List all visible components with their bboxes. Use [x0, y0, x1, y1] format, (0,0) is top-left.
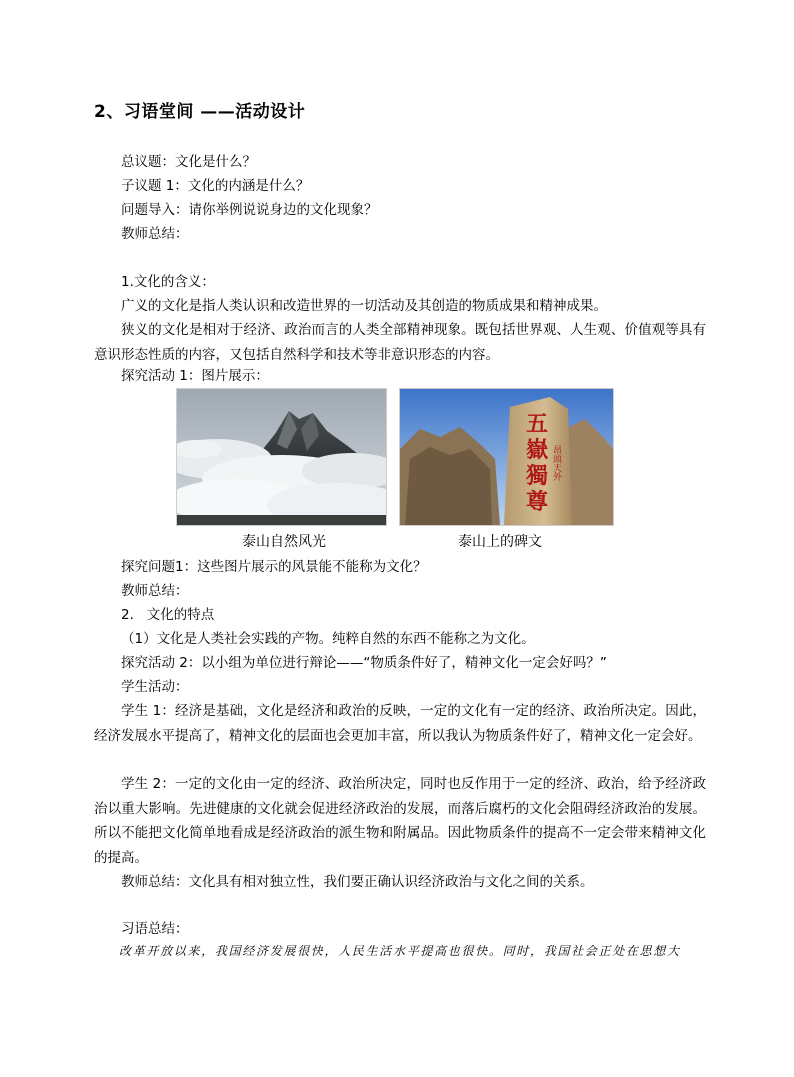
xiyu-summary-heading: 习语总结：: [121, 921, 189, 937]
narrow-meaning-paragraph: 狭义的文化是相对于经济、政治而言的人类全部精神现象。既包括世界观、人生观、价值观等具有意识形态性质的内容，又包括自然科学和技术等非意识形态的内容。: [94, 322, 706, 363]
topic-line: 总议题：文化是什么？: [121, 154, 256, 170]
taishan-scenery-image: [176, 388, 387, 526]
stele-side-inscription: 昂頭天外: [551, 445, 561, 481]
teacher-summary-line: 教师总结：: [121, 226, 189, 242]
features-heading: 2. 文化的特点: [121, 607, 215, 623]
teacher-summary2-line: 教师总结：: [121, 583, 189, 599]
feature1-line: （1）文化是人类社会实践的产物。纯粹自然的东西不能称之为文化。: [121, 631, 535, 647]
stele-char-4: 尊: [526, 489, 549, 515]
student2-paragraph: 学生 2：一定的文化由一定的经济、政治所决定，同时也反作用于一定的经济、政治，给予经济政治以重大影响。先进健康的文化就会促进经济政治的发展，而落后腐朽的文化会阻碍经济政治的发展。所以不能把文化简单地看成是经济政治的派生物和附属品。因此物质条件的提高不一定会带来精神文化的提高。: [94, 776, 706, 866]
taishan-stele-image: [399, 388, 614, 526]
broad-meaning-line: 广义的文化是指人类认识和改造世界的一切活动及其创造的物质成果和精神成果。: [121, 298, 607, 314]
activity2-line: 探究活动 2：以小组为单位进行辩论——“物质条件好了，精神文化一定会好吗？”: [121, 655, 607, 671]
student-activity-line: 学生活动：: [121, 679, 189, 695]
meaning-heading: 1.文化的含义：: [121, 274, 215, 290]
teacher-summary3-line: 教师总结：文化具有相对独立性，我们要正确认识经济政治与文化之间的关系。: [121, 874, 594, 890]
question1-line: 探究问题1：这些图片展示的风景能不能称为文化？: [121, 559, 427, 575]
right-image-caption: 泰山上的碑文: [458, 534, 542, 550]
student1-paragraph: 学生 1：经济是基础，文化是经济和政治的反映，一定的文化有一定的经济、政治所决定。因此，经济发展水平提高了，精神文化的层面也会更加丰富，所以我认为物质条件好了，精神文化一定会好。: [94, 703, 706, 744]
left-image-caption: 泰山自然风光: [242, 534, 326, 550]
activity1-line: 探究活动 1：图片展示：: [121, 368, 269, 384]
question-intro-line: 问题导入：请你举例说说身边的文化现象？: [121, 202, 378, 218]
section-title: 2、习语堂间 ——活动设计: [94, 102, 306, 122]
stele-char-3: 獨: [526, 463, 549, 489]
stele-char-2: 嶽: [526, 437, 549, 463]
closing-line: 改革开放以来，我国经济发展很快，人民生活水平提高也很快。同时，我国社会正处在思想大: [119, 944, 681, 958]
stele-char-1: 五: [526, 411, 549, 437]
subtopic-line: 子议题 1：文化的内涵是什么？: [121, 178, 310, 194]
